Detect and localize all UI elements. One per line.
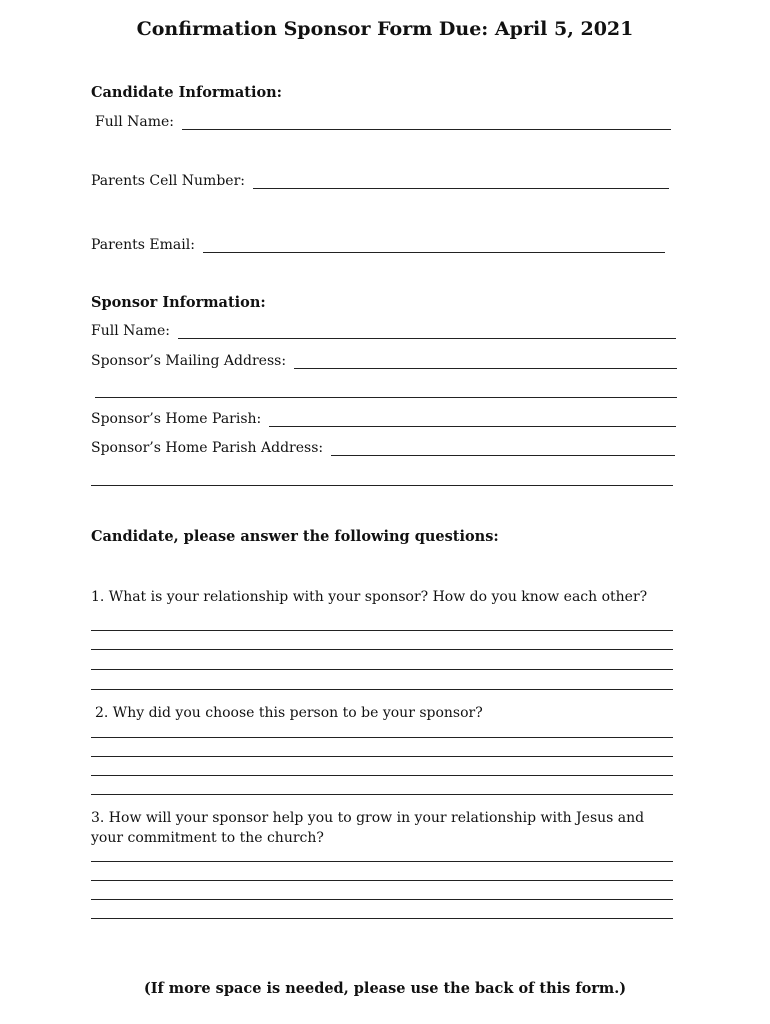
- answer-2-line[interactable]: [91, 756, 673, 757]
- answer-1-line[interactable]: [91, 669, 673, 670]
- parents-cell-label: Parents Cell Number:: [91, 173, 245, 189]
- answer-2-line[interactable]: [91, 737, 673, 738]
- sponsor-home-parish-address-field[interactable]: [91, 440, 675, 456]
- candidate-full-name-label: Full Name:: [95, 114, 175, 130]
- sponsor-home-parish-address-line[interactable]: [331, 441, 675, 456]
- answer-3-line[interactable]: [91, 880, 673, 881]
- sponsor-mailing-address-line-2[interactable]: [95, 397, 677, 398]
- answer-1-line[interactable]: [91, 649, 673, 650]
- answer-2-line[interactable]: [91, 775, 673, 776]
- parents-cell-line[interactable]: [253, 174, 669, 189]
- sponsor-mailing-address-field[interactable]: [91, 353, 677, 369]
- sponsor-home-parish-line[interactable]: [269, 412, 676, 427]
- sponsor-home-parish-label: Sponsor’s Home Parish:: [91, 411, 262, 427]
- parents-email-label: Parents Email:: [91, 237, 195, 253]
- sponsor-mailing-address-line[interactable]: [294, 354, 677, 369]
- form-title: Confirmation Sponsor Form Due: April 5, 2021: [136, 18, 634, 40]
- answer-3-line[interactable]: [91, 861, 673, 862]
- candidate-info-heading: Candidate Information:: [91, 84, 283, 101]
- question-3: 3. How will your sponsor help you to grow in your relationship with Jesus and your commitment to the church?: [91, 810, 645, 846]
- sponsor-mailing-address-label: Sponsor’s Mailing Address:: [91, 353, 287, 369]
- answer-3-line[interactable]: [91, 899, 673, 900]
- sponsor-home-parish-address-line-2[interactable]: [91, 485, 673, 486]
- footer-note: (If more space is needed, please use the back of this form.): [143, 980, 627, 997]
- answer-1-line[interactable]: [91, 630, 673, 631]
- parents-email-line[interactable]: [203, 238, 665, 253]
- answer-1-line[interactable]: [91, 689, 673, 690]
- parents-cell-field[interactable]: [91, 173, 669, 189]
- answer-2-line[interactable]: [91, 794, 673, 795]
- question-2: 2. Why did you choose this person to be your sponsor?: [95, 705, 483, 721]
- answer-3-line[interactable]: [91, 918, 673, 919]
- sponsor-home-parish-address-label: Sponsor’s Home Parish Address:: [91, 440, 324, 456]
- question-1: 1. What is your relationship with your sponsor? How do you know each other?: [91, 589, 648, 605]
- sponsor-full-name-field[interactable]: [91, 323, 676, 339]
- sponsor-home-parish-field[interactable]: [91, 411, 676, 427]
- questions-heading: Candidate, please answer the following questions:: [91, 528, 499, 545]
- sponsor-full-name-line[interactable]: [178, 324, 676, 339]
- candidate-full-name-line[interactable]: [182, 115, 671, 130]
- candidate-full-name-field[interactable]: [95, 114, 671, 130]
- parents-email-field[interactable]: [91, 237, 665, 253]
- sponsor-info-heading: Sponsor Information:: [91, 294, 266, 311]
- sponsor-full-name-label: Full Name:: [91, 323, 171, 339]
